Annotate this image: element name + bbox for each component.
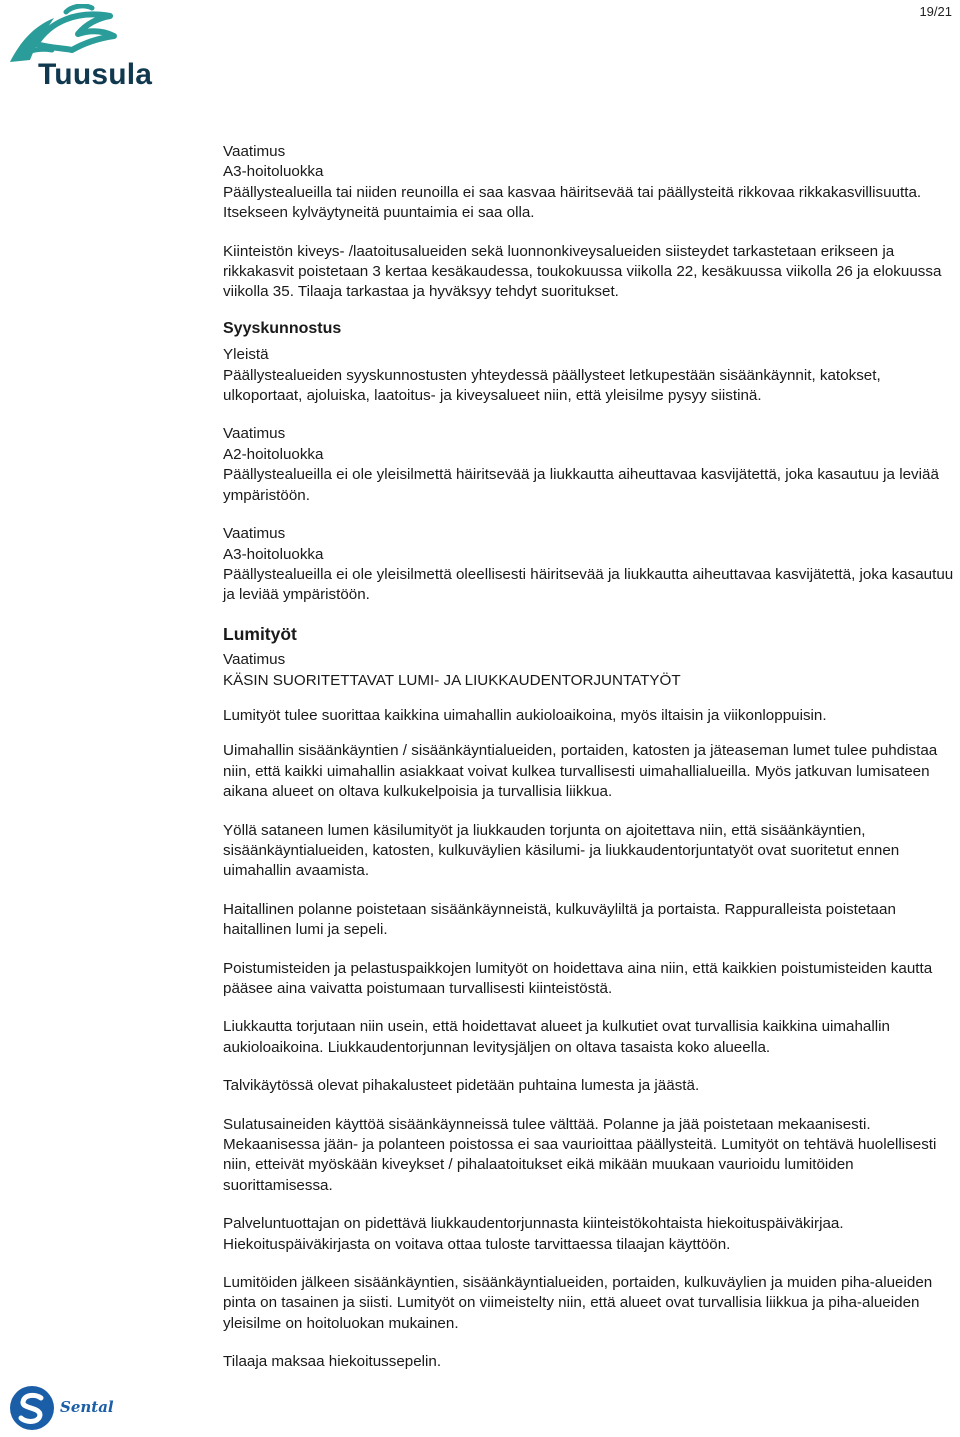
general-label: Yleistä [223, 346, 269, 364]
requirement-label: Vaatimus [223, 425, 286, 443]
sental-logo [8, 1384, 118, 1432]
requirement-label: Vaatimus [223, 525, 286, 543]
tuusula-wordmark: Tuusula [38, 58, 153, 91]
paragraph: Liukkautta torjutaan niin usein, että hoidettavat alueet ja kulkutiet ovat turvallisia kaikkina uimahallin aukioloaikoina. Liukkaudentorjunnan levitysjäljen on oltava tasaista koko alueella. [223, 1018, 890, 1056]
requirement-text: Päällystealueilla ei ole yleisilmettä oleellisesti häiritsevää ja liukkautta aiheuttavaa kasvijätettä, joka kasautuu ja leviää ympäristöön. [223, 565, 954, 604]
paragraph: Kiinteistön kiveys- /laatoitusalueiden sekä luonnonkiveysalueiden siisteydet tarkastetaan erikseen ja rikkakasvit poistetaan 3 kertaa kesäkaudessa, toukokuussa viikolla 22, kesäkuussa viikolla 26 ja elokuussa viikolla 35. Tilaaja tarkastaa ja hyväksyy tehdyt suoritukset. [223, 242, 942, 301]
section-heading-lumityot: Lumityöt [223, 623, 297, 644]
paragraph: Haitallinen polanne poistetaan sisäänkäynneistä, kulkuväyliltä ja portaista. Rappuralleista poistetaan haitallinen lumi ja sepeli. [223, 900, 896, 939]
paragraph: Poistumisteiden ja pelastuspaikkojen lumityöt on hoidettava aina niin, että kaikkien poistumisteiden kautta pääsee aina vaivatta poistumaan turvallisesti kiinteistöstä. [223, 959, 933, 997]
paragraph: Palveluntuottajan on pidettävä liukkaudentorjunnasta kiinteistökohtaista hiekoituspäiväkirjaa. Hiekoituspäiväkirjasta on voitava ottaa tuloste tarvittaessa tilaajan käyttöön. [223, 1215, 844, 1253]
sental-wordmark: Sental [60, 1398, 114, 1416]
paragraph: Talvikäytössä olevat pihakalusteet pidetään puhtaina lumesta ja jäästä. [223, 1077, 700, 1095]
tuusula-logo [6, 4, 153, 91]
requirement-text: Päällystealueilla tai niiden reunoilla ei saa kasvaa häiritsevää tai päällysteitä rikkovaa rikkakasvillisuutta. Itsekseen kylväytyneitä puuntaimia ei saa olla. [223, 183, 922, 222]
document-body [223, 142, 958, 1373]
paragraph: Lumitöiden jälkeen sisäänkäyntien, sisäänkäyntialueiden, portaiden, kulkuväylien ja muiden piha-alueiden pinta on tasainen ja siisti. Lumityöt on viimeistelty niin, että alueet ovat turvallisia liikkua ja piha-alueiden yleisilme on hoitoluokan mukainen. [223, 1274, 933, 1332]
subheading: KÄSIN SUORITETTAVAT LUMI- JA LIUKKAUDENTORJUNTATYÖT [223, 671, 681, 689]
requirement-text: Päällystealueilla ei ole yleisilmettä häiritsevää ja liukkautta aiheuttavaa kasvijätettä, joka kasautuu ja leviää ympäristöön. [223, 466, 939, 504]
care-class: A3-hoitoluokka [223, 163, 324, 181]
leaf-icon [6, 4, 146, 64]
requirement-label: Vaatimus [223, 651, 286, 669]
sental-s-icon [8, 1384, 56, 1432]
care-class: A3-hoitoluokka [223, 545, 324, 563]
general-text: Päällystealueiden syyskunnostusten yhteydessä päällysteet letkupestään sisäänkäynnit, katokset, ulkoportaat, ajoluiska, laatoitus- ja kiveysalueet niin, että yleisilme pysyy siistinä. [223, 366, 881, 405]
section-heading-syyskunnostus: Syyskunnostus [223, 319, 342, 337]
paragraph: Sulatusaineiden käyttöä sisäänkäynneissä tulee välttää. Polanne ja jää poistetaan mekaanisesti. Mekaanisessa jään- ja polanteen poistossa ei saa vaurioittaa päällysteitä. Lumityöt on tehtävä huolellisesti niin, etteivät myöskään kiveykset / pihalaatoitukset eikä mikään muukaan vaurioidu lumitöiden suorittamisessa. [223, 1115, 937, 1194]
care-class: A2-hoitoluokka [223, 445, 324, 463]
page-number: 19/21 [919, 4, 952, 19]
requirement-label: Vaatimus [223, 143, 286, 160]
paragraph: Yöllä sataneen lumen käsilumityöt ja liukkauden torjunta on ajoitettava niin, että sisäänkäyntien, sisäänkäyntialueiden, katosten, kulkuväylien käsilumi- ja liukkaudentorjuntatyöt ovat suoritetut ennen uimahallin avaamista. [223, 821, 900, 880]
paragraph: Lumityöt tulee suorittaa kaikkina uimahallin aukioloaikoina, myös iltaisin ja viikonloppuisin. [223, 706, 827, 724]
paragraph: Uimahallin sisäänkäyntien / sisäänkäyntialueiden, portaiden, katosten ja jäteaseman lumet tulee puhdistaa niin, että kaikki uimahallin asiakkaat voivat kulkea turvallisesti uimahallialueilla. Myös jatkuvan lumisateen aikana alueet on oltava kulkukelpoisia ja turvallisia liikkua. [223, 742, 938, 801]
paragraph: Tilaaja maksaa hiekoitussepelin. [223, 1353, 442, 1371]
